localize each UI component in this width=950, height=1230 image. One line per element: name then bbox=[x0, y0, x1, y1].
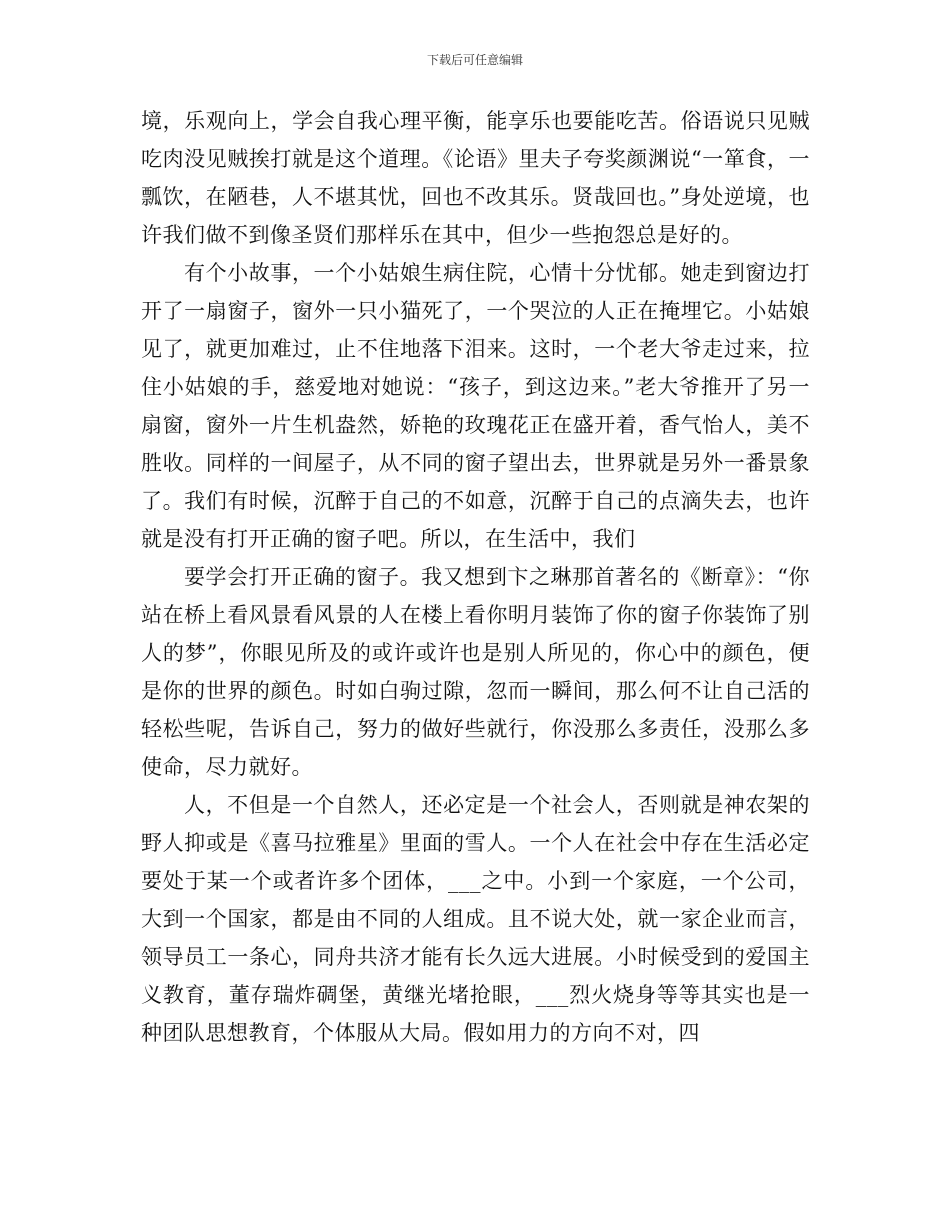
paragraph-3: 要学会打开正确的窗子。我又想到卞之琳那首著名的《断章》：“你站在桥上看风景看风景的人在楼上看你明月装饰了你的窗子你装饰了别人的梦”，你眼见所及的或许或许也是别人所见的，你心中的颜色，便是你的世界的颜色。时如白驹过隙，忽而一瞬间，那么何不让自己活的轻松些呢，告诉自己，努力的做好些就行，你没那么多责任，没那么多使命，尽力就好。 bbox=[141, 565, 810, 779]
page-header: 下载后可任意编辑 bbox=[426, 53, 523, 67]
paragraph-2: 有个小故事，一个小姑娘生病住院，心情十分忧郁。她走到窗边打开了一扇窗子，窗外一只小猫死了，一个哭泣的人正在掩埋它。小姑娘见了，就更加难过，止不住地落下泪来。这时，一个老大爷走过来，拉住小姑娘的手，慈爱地对她说：“孩子，到这边来。”老大爷推开了另一扇窗，窗外一片生机盎然，娇艳的玫瑰花正在盛开着，香气怡人，美不胜收。同样的一间屋子，从不同的窗子望出去，世界就是另外一番景象了。我们有时候，沉醉于自己的不如意，沉醉于自己的点滴失去，也许就是没有打开正确的窗子吧。所以，在生活中，我们 bbox=[141, 261, 810, 551]
paragraph-1: 境，乐观向上，学会自我心理平衡，能享乐也要能吃苦。俗语说只见贼吃肉没见贼挨打就是这个道理。《论语》里夫子夸奖颜渊说“一箪食，一瓢饮，在陋巷，人不堪其忧，回也不改其乐。贤哉回也。”身处逆境，也许我们做不到像圣贤们那样乐在其中，但少一些抱怨总是好的。 bbox=[141, 109, 810, 247]
paragraph-4: 人，不但是一个自然人，还必定是一个社会人，否则就是神农架的野人抑或是《喜马拉雅星》里面的雪人。一个人在社会中存在生活必定要处于某一个或者许多个团体，___之中。小到一个家庭，一个公司，大到一个国家，都是由不同的人组成。且不说大处，就一家企业而言，领导员工一条心，同舟共济才能有长久远大进展。小时候受到的爱国主义教育，董存瑞炸碉堡，黄继光堵抢眼，___烈火烧身等等其实也是一种团队思想教育，个体服从大局。假如用力的方向不对，四 bbox=[141, 793, 810, 1045]
document-body bbox=[141, 102, 810, 1052]
